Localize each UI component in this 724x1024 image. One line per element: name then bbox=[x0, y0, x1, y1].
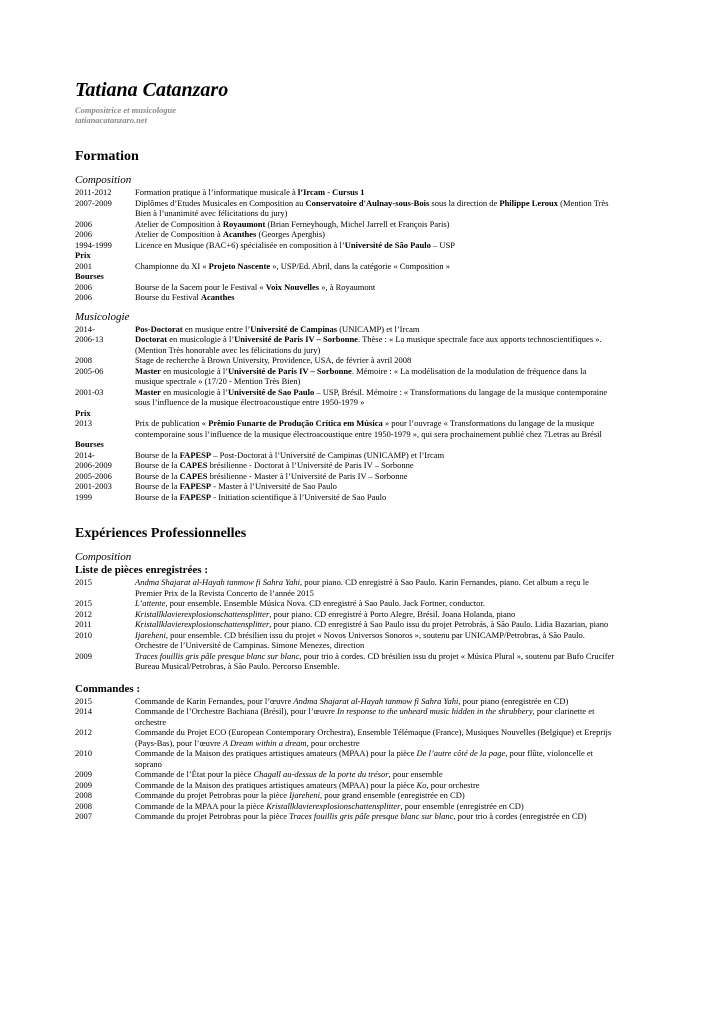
composition-bourses-label: Bourses bbox=[75, 271, 104, 281]
entry-description: Doctorat en musicologie à l’Université de Paris IV – Sorbonne. Thèse : « La musique spectrale face aux apports technoscientifiques ». (Mention Très honorable avec les félicitations du jury) bbox=[135, 334, 602, 355]
entry-description: Commande de la Maison des pratiques artistiques amateurs (MPAA) pour la pièce De l’autre côté de la page, pour flûte, violoncelle et soprano bbox=[135, 748, 594, 769]
cv-entry bbox=[75, 492, 615, 503]
entry-year: 2014- bbox=[75, 449, 95, 460]
cv-entry bbox=[75, 366, 615, 387]
entry-year: 2001 bbox=[75, 260, 92, 271]
cv-entry bbox=[75, 577, 615, 598]
entry-year: 2006-2009 bbox=[75, 460, 112, 470]
entry-description: Formation pratique à l’informatique musicale à l’Ircam - Cursus 1 bbox=[135, 187, 365, 197]
cv-entry bbox=[75, 261, 615, 272]
entry-description: Kristallklavierexplosionschattensplitter, pour piano. CD enregistré à Porto Alegre, Brésil. Joana Holanda, piano bbox=[135, 608, 516, 619]
entry-description: Licence en Musique (BAC+6) spécialisée en composition à l’Université de São Paulo – USP bbox=[135, 239, 455, 250]
entry-year: 2006 bbox=[75, 218, 92, 229]
entry-year: 2015 bbox=[75, 695, 92, 706]
entry-description: Stage de recherche à Brown University, Providence, USA, de février à avril 2008 bbox=[135, 355, 412, 365]
entry-description: Kristallklavierexplosionschattensplitter, pour piano. CD enregistré à Sao Paulo issu du projet Petrobrás, à São Paulo. Lidia Bazarian, piano bbox=[135, 619, 609, 629]
entry-year: 2010 bbox=[75, 748, 92, 758]
pieces-list-title: Liste de pièces enregistrées : bbox=[75, 564, 208, 576]
cv-entry bbox=[75, 790, 615, 801]
cv-entry bbox=[75, 696, 615, 707]
cv-entry bbox=[75, 387, 615, 408]
cv-entry bbox=[75, 229, 615, 240]
entry-description: Master en musicologie à l’Université de Paris IV – Sorbonne. Mémoire : « La modélisation de la modulation de fréquence dans la musique spectrale » (17/20 - Mention Très Bien) bbox=[135, 365, 587, 386]
entry-description: Bourse de la Sacem pour le Festival « Voix Nouvelles », à Royaumont bbox=[135, 281, 376, 292]
pieces-entries bbox=[75, 577, 615, 672]
cv-entry bbox=[75, 418, 615, 439]
entry-year: 2006-13 bbox=[75, 334, 104, 344]
entry-description: Commande de la MPAA pour la pièce Kristallklavierexplosionschattensplitter, pour ensemble (enregistrée en CD) bbox=[135, 800, 524, 811]
entry-description: Pos-Doctorat en musique entre l’Université de Campinas (UNICAMP) et l’Ircam bbox=[135, 323, 420, 334]
entry-description: Bourse du Festival Acanthes bbox=[135, 292, 235, 302]
musicologie-prix-entries bbox=[75, 418, 615, 439]
cv-entry bbox=[75, 334, 615, 355]
entry-year: 2007-2009 bbox=[75, 197, 112, 208]
cv-entry bbox=[75, 460, 615, 471]
entry-description: Traces fouillis gris pâle presque blanc sur blanc, pour trio à cordes. CD brésilien issu du projet « Música Plural », soutenu par Bufo Crucifer Bureau Musical/Petrobras, à São Paulo. Percorso Ensemble. bbox=[135, 650, 615, 671]
entry-description: Diplômes d’Etudes Musicales en Composition au Conservatoire d'Aulnay-sous-Bois sous la direction de Philippe Leroux (Mention Très Bien à l’unanimité avec félicitations du jury) bbox=[135, 197, 609, 218]
cv-entry bbox=[75, 292, 615, 303]
entry-description: Prix de publication « Prêmio Funarte de Produção Crítica em Música » pour l’ouvrage « Transformations du langage de la musique contemporaine sous l’influence de la musique électroacoustique entre 1950-1979 », qui sera prochainement publié chez 7Letras au Brésil bbox=[135, 418, 602, 439]
cv-entry bbox=[75, 282, 615, 293]
entry-year: 1994-1999 bbox=[75, 239, 112, 250]
entry-year: 2009 bbox=[75, 769, 92, 779]
entry-year: 2001-03 bbox=[75, 386, 104, 397]
section-title-experiences: Expériences Professionnelles bbox=[75, 526, 247, 541]
entry-year: 2012 bbox=[75, 727, 92, 737]
commandes-entries bbox=[75, 696, 615, 822]
entry-year: 2006 bbox=[75, 229, 92, 239]
entry-year: 2013 bbox=[75, 418, 92, 428]
entry-description: Commande du Projet ECO (European Contemporary Orchestra), Ensemble Télémaque (France), Musiques Nouvelles (Belgique) et Ereprijs (Pays-Bas), pour l’œuvre A Dream within a dream, pour orchestre bbox=[135, 727, 612, 748]
cv-entry bbox=[75, 706, 615, 727]
cv-entry bbox=[75, 240, 615, 251]
composition-prix-entries bbox=[75, 261, 615, 272]
subsection-title-composition-pro: Composition bbox=[75, 551, 132, 563]
composition-bourses-entries bbox=[75, 282, 615, 303]
cv-entry bbox=[75, 630, 615, 651]
musicologie-prix-label: Prix bbox=[75, 407, 91, 418]
entry-year: 2009 bbox=[75, 650, 92, 661]
cv-entry bbox=[75, 801, 615, 812]
musicologie-entries bbox=[75, 324, 615, 408]
entry-description: Championne du XI « Projeto Nascente », USP/Ed. Abril, dans la catégorie « Composition » bbox=[135, 260, 451, 271]
entry-description: Bourse de la FAPESP - Master à l’Université de Sao Paulo bbox=[135, 481, 337, 491]
subsection-title-musicologie: Musicologie bbox=[75, 310, 130, 323]
entry-year: 2014 bbox=[75, 706, 92, 716]
subsection-title-composition: Composition bbox=[75, 174, 132, 186]
section-title-formation: Formation bbox=[75, 149, 139, 164]
author-role: Compositrice et musicologue bbox=[75, 105, 177, 115]
commandes-title: Commandes : bbox=[75, 682, 141, 695]
cv-entry bbox=[75, 471, 615, 482]
entry-year: 2015 bbox=[75, 577, 92, 587]
entry-description: Master en musicologie à l’Université de Sao Paulo – USP, Brésil. Mémoire : « Transformations du langage de la musique contemporaine sous l’influence de la musique électroacoustique entre 1950-1979 » bbox=[135, 386, 608, 407]
entry-year: 2008 bbox=[75, 790, 92, 800]
author-website: tatianacatanzaro.net bbox=[75, 115, 148, 125]
entry-description: Commande du projet Petrobras pour la pièce Ijareheni, pour grand ensemble (enregistrée en CD) bbox=[135, 790, 465, 800]
entry-year: 2010 bbox=[75, 629, 92, 640]
entry-description: Bourse de la CAPES brésilienne - Doctorat à l’Université de Paris IV – Sorbonne bbox=[135, 460, 414, 470]
entry-description: Commande de l’État pour la pièce Chagall au-dessus de la porte du trésor, pour ensemble bbox=[135, 769, 443, 779]
entry-description: Ijareheni, pour ensemble. CD brésilien issu du projet « Novos Universos Sonoros », soutenu par UNICAMP/Petrobras, à São Paulo. Orchestre de l’Université de Campinas. Simone Menezes, direction bbox=[135, 629, 585, 650]
entry-year: 2012 bbox=[75, 608, 92, 619]
cv-entry bbox=[75, 769, 615, 780]
entry-year: 2007 bbox=[75, 811, 92, 821]
composition-prix-label: Prix bbox=[75, 250, 91, 260]
musicologie-bourses-entries bbox=[75, 450, 615, 503]
cv-entry bbox=[75, 481, 615, 492]
entry-description: Bourse de la FAPESP - Initiation scientifique à l’Université de Sao Paulo bbox=[135, 491, 387, 502]
cv-page bbox=[75, 78, 615, 822]
entry-description: Commande du projet Petrobras pour la pièce Traces fouillis gris pâle presque blanc sur blanc, pour trio à cordes (enregistrée en CD) bbox=[135, 811, 587, 821]
cv-entry bbox=[75, 198, 615, 219]
cv-entry bbox=[75, 811, 615, 822]
cv-entry bbox=[75, 450, 615, 461]
entry-description: Bourse de la CAPES brésilienne - Master à l’Université de Paris IV – Sorbonne bbox=[135, 470, 408, 481]
entry-year: 2015 bbox=[75, 598, 92, 608]
entry-year: 2011-2012 bbox=[75, 187, 112, 197]
entry-year: 2006 bbox=[75, 292, 92, 302]
cv-entry bbox=[75, 219, 615, 230]
cv-entry bbox=[75, 619, 615, 630]
cv-entry bbox=[75, 598, 615, 609]
entry-description: Atelier de Composition à Royaumont (Brian Ferneyhough, Michel Jarrell et François Paris) bbox=[135, 218, 450, 229]
cv-entry bbox=[75, 748, 615, 769]
composition-entries bbox=[75, 187, 615, 250]
entry-description: Bourse de la FAPESP – Post-Doctorat à l’Université de Campinas (UNICAMP) et l’Ircam bbox=[135, 449, 445, 460]
cv-entry bbox=[75, 324, 615, 335]
cv-entry bbox=[75, 651, 615, 672]
entry-description: Commande de la Maison des pratiques artistiques amateurs (MPAA) pour la pièce Ko, pour orchestre bbox=[135, 779, 480, 790]
entry-year: 2009 bbox=[75, 779, 92, 790]
entry-year: 2011 bbox=[75, 619, 92, 629]
entry-description: Andma Shajarat al-Hayah tanmow fi Sahra Yahi, pour piano. CD enregistré à Sao Paulo. Karin Fernandes, piano. Cet album a reçu le Premier Prix de la Revista Concerto de l’année 2015 bbox=[135, 577, 589, 598]
cv-entry bbox=[75, 187, 615, 198]
entry-year: 2008 bbox=[75, 355, 92, 365]
entry-year: 2006 bbox=[75, 281, 92, 292]
cv-entry bbox=[75, 609, 615, 620]
entry-year: 2008 bbox=[75, 800, 92, 811]
entry-description: L’attente, pour ensemble. Ensemble Música Nova. CD enregistré à Sao Paulo. Jack Fortner, conductor. bbox=[135, 598, 485, 608]
entry-year: 2014- bbox=[75, 323, 95, 334]
cv-entry bbox=[75, 355, 615, 366]
musicologie-bourses-label: Bourses bbox=[75, 439, 104, 449]
entry-year: 2005-06 bbox=[75, 365, 104, 376]
entry-description: Commande de Karin Fernandes, pour l’œuvre Andma Shajarat al-Hayah tanmow fi Sahra Yahi, pour piano (enregistrée en CD) bbox=[135, 695, 569, 706]
entry-description: Commande de l’Orchestre Bachiana (Brésil), pour l’œuvre In response to the unheard music hidden in the shrubbery, pour clarinette et orchestre bbox=[135, 706, 595, 727]
entry-description: Atelier de Composition à Acanthes (Georges Aperghis) bbox=[135, 229, 325, 239]
entry-year: 2001-2003 bbox=[75, 481, 112, 491]
cv-entry bbox=[75, 780, 615, 791]
cv-entry bbox=[75, 727, 615, 748]
author-name: Tatiana Catanzaro bbox=[75, 79, 229, 101]
entry-year: 2005-2006 bbox=[75, 470, 112, 481]
entry-year: 1999 bbox=[75, 491, 92, 502]
